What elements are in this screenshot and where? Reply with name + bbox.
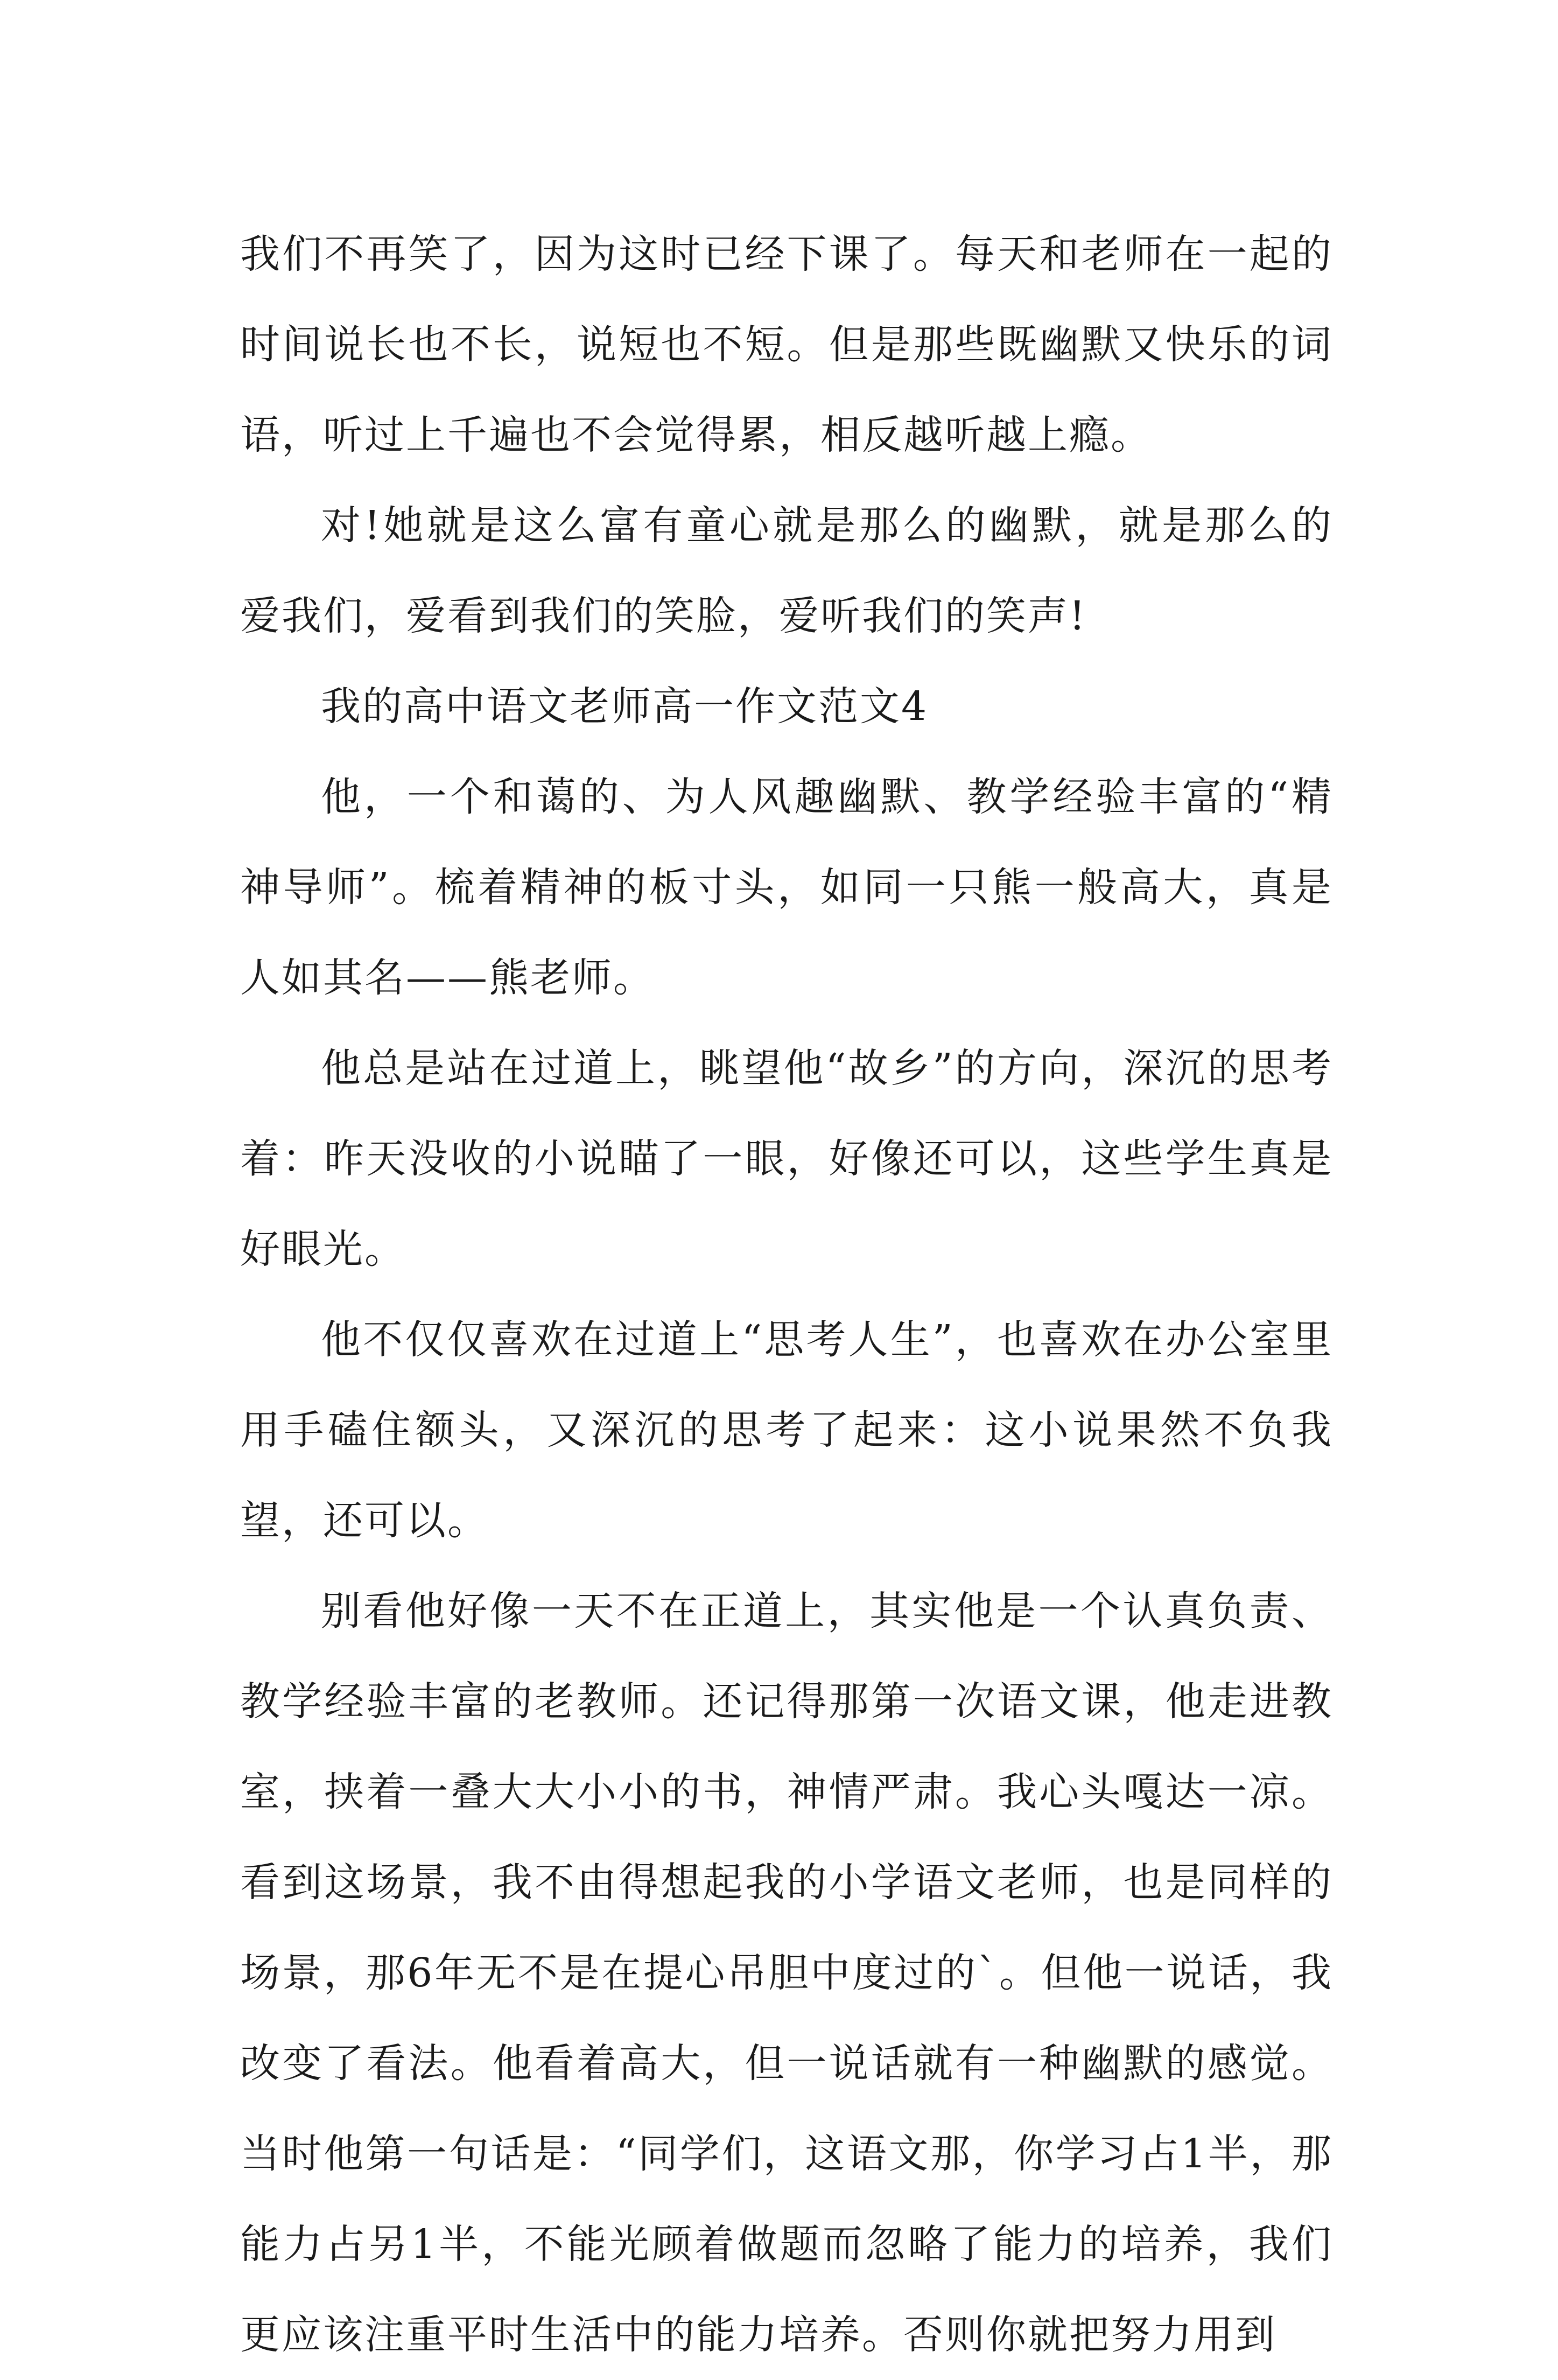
document-body xyxy=(240,209,1333,2380)
paragraph-1: 我们不再笑了，因为这时已经下课了。每天和老师在一起的时间说长也不长，说短也不短。但是那些既幽默又快乐的词语，听过上千遍也不会觉得累，相反越听越上瘾。 xyxy=(240,231,1333,458)
paragraph-3: 他，一个和蔼的、为人风趣幽默、教学经验丰富的“精神导师”。梳着精神的板寸头，如同一只熊一般高大，真是人如其名——熊老师。 xyxy=(240,774,1333,1001)
paragraph-2: 对!她就是这么富有童心就是那么的幽默，就是那么的爱我们，爱看到我们的笑脸，爱听我们的笑声! xyxy=(240,502,1333,639)
section-heading: 我的高中语文老师高一作文范文4 xyxy=(321,683,929,730)
paragraph-4: 他总是站在过道上，眺望他“故乡”的方向，深沉的思考着：昨天没收的小说瞄了一眼，好像还可以，这些学生真是好眼光。 xyxy=(240,1045,1333,1272)
paragraph-5: 他不仅仅喜欢在过道上“思考人生”，也喜欢在办公室里用手磕住额头，又深沉的思考了起来：这小说果然不负我望，还可以。 xyxy=(240,1317,1333,1544)
paragraph-6: 别看他好像一天不在正道上，其实他是一个认真负责、教学经验丰富的老教师。还记得那第一次语文课，他走进教室，挟着一叠大大小小的书，神情严肃。我心头嘎达一凉。看到这场景，我不由得想起我的小学语文老师，也是同样的场景，那6年无不是在提心吊胆中度过的`。但他一说话，我改变了看法。他看着高大，但一说话就有一种幽默的感觉。当时他第一句话是：“同学们，这语文那，你学习占1半，那能力占另1半，不能光顾着做题而忽略了能力的培养，我们更应该注重平时生活中的能力培养。否则你就把努力用到 xyxy=(240,1588,1333,2358)
